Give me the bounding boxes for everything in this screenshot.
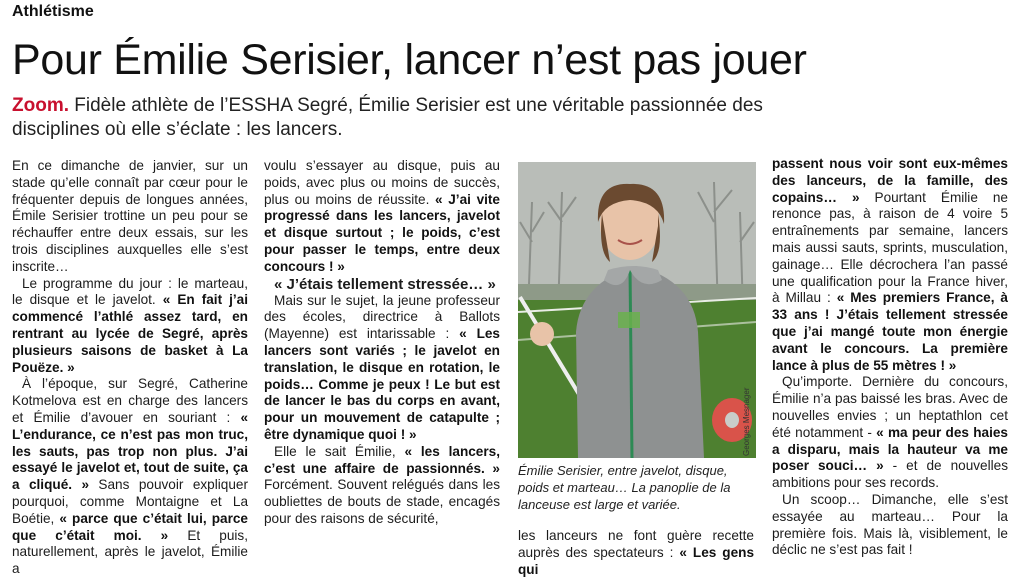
paragraph-text: Sans pouvoir expliquer pourquoi, comme Montaigne et La Boétie, (12, 477, 248, 526)
paragraph (264, 293, 500, 444)
quote: « ma peur des haies a disparu, mais la hauteur va me poser souci… » (772, 424, 1008, 474)
lede-tag: Zoom. (12, 95, 69, 116)
paragraph-text: Pourtant Émilie ne renonce pas, à raison de 4 voire 5 entraînements par semaine, lancers mais aussi sauts, sprints, musculation, gainage… Elle décrochera l’an passé une qualification pour la France hiver, à Millau : (772, 189, 1008, 306)
section-rubric: Athlétisme (12, 3, 94, 20)
paragraph-text: - et de nouvelles ambitions pour ses records. (772, 458, 1009, 491)
paragraph-text: Qu’importe. Dernière du concours, Émilie n’a pas baissé les bras. Avec de nouvelles envies ; un heptathlon cet été notamment - (772, 374, 1008, 440)
article-column-1 (12, 158, 248, 578)
quote: « En fait j’ai commencé l’athlé assez tard, en rentrant au lycée de Segré, après plusieurs saisons de basket à La Pouëze. » (12, 292, 249, 375)
quote: « L’endurance, ce n’est pas mon truc, les sauts, pas trop non plus. J’ai essayé le javelot et, tout de suite, ça a cliqué. » (12, 409, 248, 493)
quote: « Les lancers sont variés ; le javelot en translation, le disque en rotation, le poids… Comme je peux ! Le but est de lancer le bas du corps en avant, pour un mouvement de catapulte ; être dynamique quoi ! » (264, 326, 500, 442)
paragraph (12, 376, 248, 578)
paragraph (12, 276, 248, 377)
paragraph (772, 156, 1008, 374)
quote: « les lancers, c’est une affaire de passionnés. » (264, 443, 500, 476)
paragraph (264, 158, 500, 276)
quote: « Les gens qui (518, 544, 755, 577)
photo-caption: Émilie Serisier, entre javelot, disque, poids et marteau… La panoplie de la lanceuse est large et variée. (518, 463, 731, 512)
paragraph-text: Forcément. Souvent relégués dans les oubliettes de bouts de stade, encagés pour des raisons de sécurité, (264, 477, 500, 526)
paragraph-text: Elle le sait Émilie, (274, 443, 405, 459)
article-lede (12, 94, 832, 142)
paragraph: Un scoop… Dimanche, elle s’est essayée au marteau… Pour la première fois. Mais là, visiblement, le déclic ne s’est pas fait ! (772, 491, 1008, 558)
paragraph-text: Le programme du jour : le marteau, le disque et le javelot. (12, 275, 248, 308)
article-headline: Pour Émilie Serisier, lancer n’est pas jouer (12, 36, 807, 84)
paragraph-text: Mais sur le sujet, la jeune professeur des écoles, directrice à Ballots (Mayenne) est intarissable : (264, 292, 500, 342)
quote: passent nous voir sont eux-mêmes des lanceurs, de la famille, des copains… » (772, 156, 1008, 205)
article-column-3-text (518, 528, 754, 578)
athlete-photo-illustration (518, 162, 756, 458)
article-column-4 (772, 156, 1008, 559)
paragraph-text: les lanceurs ne font guère recette auprès des spectateurs : (518, 528, 754, 560)
paragraph-text: À l’époque, sur Segré, Catherine Kotmelova est en charge des lancers et Émilie d’avouer en souriant : (12, 376, 248, 425)
quote: « J’ai vite progressé dans les lancers, javelot et disque surtout ; le poids, c’est pour passer le temps, entre deux concours ! » (264, 191, 500, 274)
quote: « parce que c’était lui, parce que c’était moi. » (12, 510, 248, 543)
paragraph-text: voulu s’essayer au disque, puis au poids, avec plus ou moins de succès, plus ou moins de réussite. (264, 158, 500, 207)
paragraph (264, 444, 500, 528)
paragraph-text: Et puis, naturellement, après le javelot, Émilie a (12, 527, 248, 577)
paragraph (772, 374, 1008, 492)
lede-text: Fidèle athlète de l’ESSHA Segré, Émilie Serisier est une véritable passionnée des disciplines où elle s’éclate : les lancers. (12, 95, 763, 140)
paragraph (518, 528, 754, 578)
quote: « Mes premiers France, à 33 ans ! J’étais tellement stressée que j’ai mangé toute mon énergie avant le concours. La première lance à plus de 55 mètres ! » (772, 290, 1008, 373)
intertitle: « J’étais tellement stressée… » (274, 275, 496, 293)
athlete-photo (518, 162, 756, 458)
photo-credit: Georges Mesnager (742, 387, 751, 456)
article-column-2 (264, 158, 500, 528)
paragraph: En ce dimanche de janvier, sur un stade qu’elle connaît par cœur pour le fréquenter depuis de longues années, Émile Serisier trottine un peu pour se réchauffer entre deux essais, sur les trois disciplines auxquelles elle s’est inscrite… (12, 158, 248, 274)
